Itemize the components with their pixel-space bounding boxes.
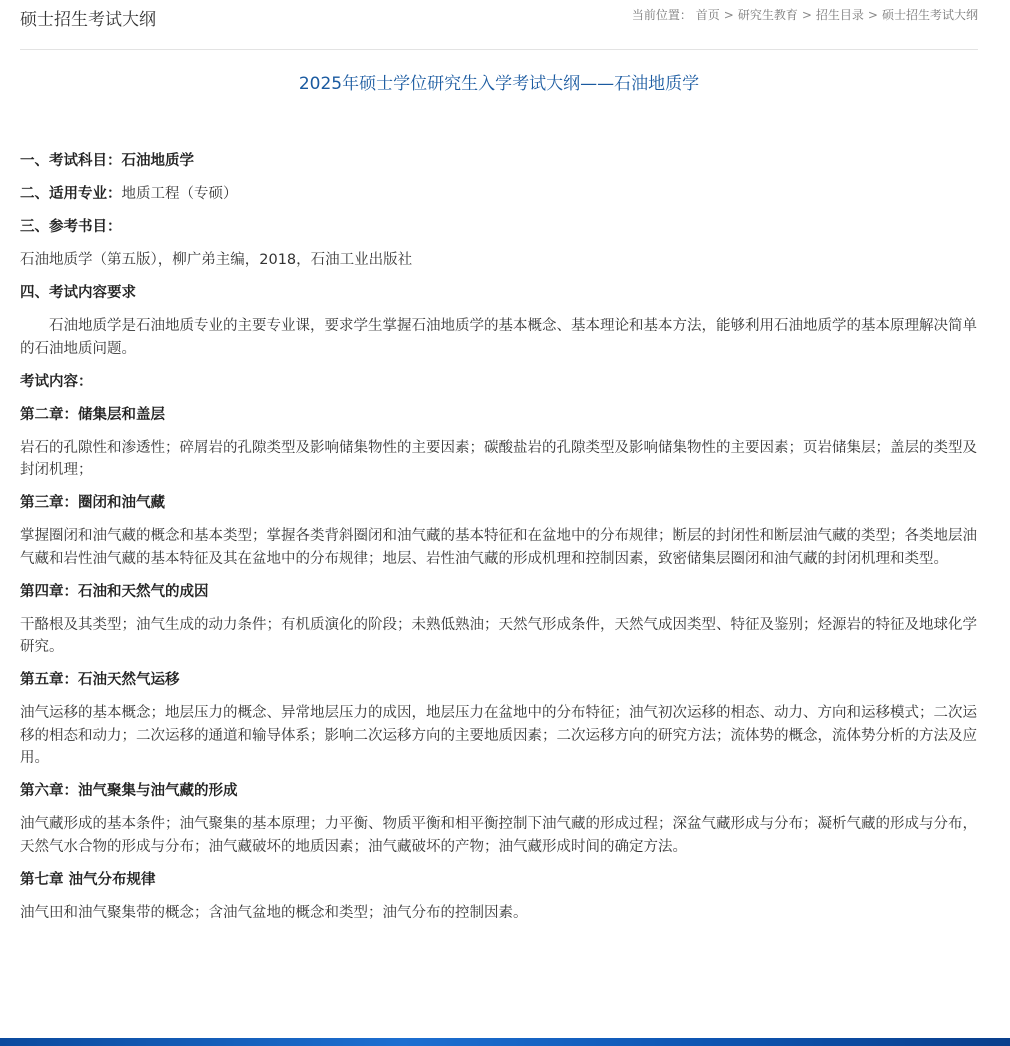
chapter-title xyxy=(20,492,978,515)
breadcrumb-graduate-link[interactable]: 研究生教育 xyxy=(737,8,798,22)
content-heading xyxy=(20,371,978,394)
chapter-title xyxy=(20,869,978,892)
chapter-title xyxy=(20,780,978,803)
footer-bar xyxy=(0,1038,1010,1046)
books-heading xyxy=(20,216,978,239)
breadcrumb-separator: > xyxy=(801,8,812,22)
books-label: 三、参考书目： xyxy=(20,219,122,235)
breadcrumb xyxy=(632,6,978,23)
chapter-4-body: 干酪根及其类型；油气生成的动力条件；有机质演化的阶段；未熟低熟油；天然气形成条件，天然气成因类型、特征及鉴别；烃源岩的特征及地球化学研究。 xyxy=(20,616,977,655)
breadcrumb-separator: > xyxy=(723,8,734,22)
subject-line xyxy=(20,150,978,173)
breadcrumb-current-link[interactable]: 硕士招生考试大纲 xyxy=(881,8,978,22)
major-label: 二、适用专业： xyxy=(20,186,122,202)
major-value: 地质工程（专硕） xyxy=(121,186,238,202)
article-content xyxy=(20,150,978,924)
requirements-label: 四、考试内容要求 xyxy=(20,285,136,301)
major-line xyxy=(20,183,978,206)
content-label: 考试内容： xyxy=(20,373,93,390)
subject-label: 一、考试科目： xyxy=(20,153,122,169)
breadcrumb-catalog-link[interactable]: 招生目录 xyxy=(815,8,864,22)
chapter-3-title: 第三章：圈闭和油气藏 xyxy=(20,495,165,511)
reference-book: 石油地质学（第五版），柳广弟主编，2018，石油工业出版社 xyxy=(20,252,413,268)
chapter-5-title: 第五章：石油天然气运移 xyxy=(20,672,180,688)
chapter-title xyxy=(20,581,978,604)
subject-value: 石油地质学 xyxy=(121,153,194,169)
top-bar xyxy=(20,0,978,50)
chapter-2-body: 岩石的孔隙性和渗透性；碎屑岩的孔隙类型及影响储集物性的主要因素；碳酸盐岩的孔隙类型及影响储集物性的主要因素；页岩储集层；盖层的类型及封闭机理； xyxy=(20,439,977,478)
page-wrapper xyxy=(20,0,978,935)
chapter-4-title: 第四章：石油和天然气的成因 xyxy=(20,583,209,600)
intro-paragraph: 石油地质学是石油地质专业的主要专业课，要求学生掌握石油地质学的基本概念、基本理论和基本方法，能够利用石油地质学的基本原理解决简单的石油地质问题。 xyxy=(20,318,977,357)
chapter-2-title: 第二章：储集层和盖层 xyxy=(20,406,165,423)
chapter-7-body: 油气田和油气聚集带的概念；含油气盆地的概念和类型；油气分布的控制因素。 xyxy=(20,904,528,921)
chapter-title xyxy=(20,669,978,692)
chapter-5-body: 油气运移的基本概念；地层压力的概念、异常地层压力的成因，地层压力在盆地中的分布特征；油气初次运移的相态、动力、方向和运移模式；二次运移的相态和动力；二次运移的通道和输导体系；影响二次运移方向的主要地质因素；二次运移方向的研究方法；流体势的概念，流体势分析的方法及应用。 xyxy=(20,705,977,766)
chapter-title xyxy=(20,404,978,427)
requirements-heading xyxy=(20,282,978,305)
breadcrumb-separator: > xyxy=(867,8,878,22)
chapter-6-body: 油气藏形成的基本条件；油气聚集的基本原理；力平衡、物质平衡和相平衡控制下油气藏的形成过程；深盆气藏形成与分布；凝析气藏的形成与分布，天然气水合物的形成与分布；油气藏破坏的地质因素；油气藏破坏的产物；油气藏形成时间的确定方法。 xyxy=(20,816,977,855)
breadcrumb-home-link[interactable]: 首页 xyxy=(695,8,720,22)
chapter-7-title: 第七章 油气分布规律 xyxy=(20,871,156,888)
article-title: 2025年硕士学位研究生入学考试大纲——石油地质学 xyxy=(298,74,700,94)
section-title: 硕士招生考试大纲 xyxy=(20,10,156,30)
chapter-3-body: 掌握圈闭和油气藏的概念和基本类型；掌握各类背斜圈闭和油气藏的基本特征和在盆地中的分布规律；断层的封闭性和断层油气藏的类型；各类地层油气藏和岩性油气藏的基本特征及其在盆地中的分布规律；地层、岩性油气藏的形成机理和控制因素，致密储集层圈闭和油气藏的封闭机理和类型。 xyxy=(20,528,977,567)
chapter-6-title: 第六章：油气聚集与油气藏的形成 xyxy=(20,783,238,799)
breadcrumb-label: 当前位置： xyxy=(631,8,692,22)
